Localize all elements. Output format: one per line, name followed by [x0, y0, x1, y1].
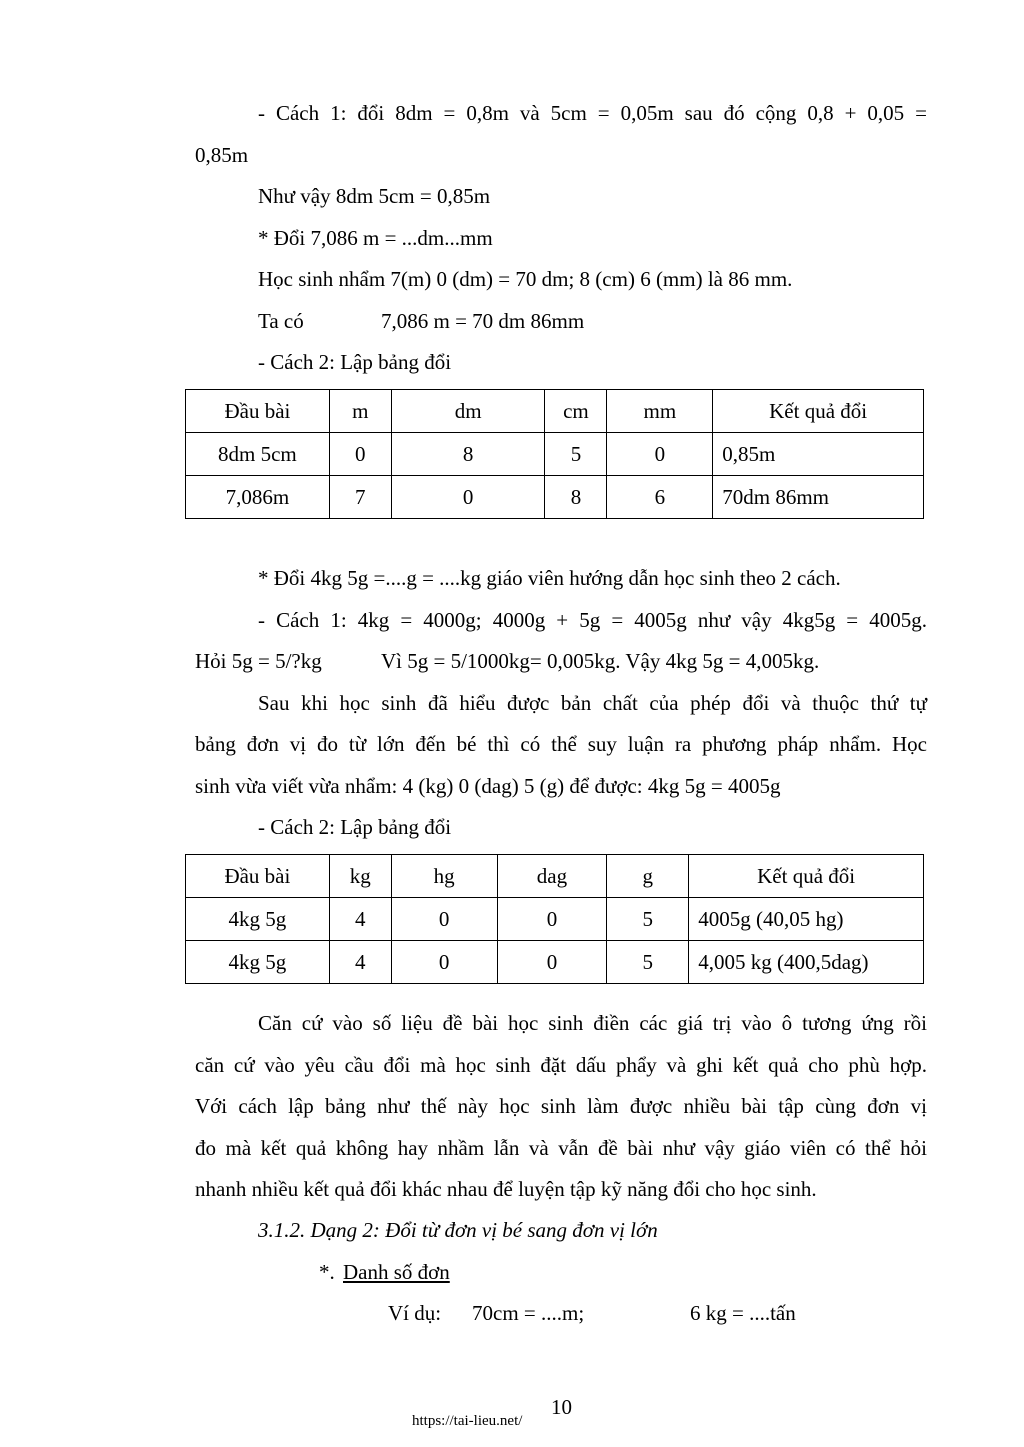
- text-line: [258, 690, 927, 716]
- text-line: Ta có: [258, 309, 304, 333]
- table-cell: 4: [329, 941, 391, 984]
- table-cell: 5: [607, 898, 689, 941]
- text-line: Vì 5g = 5/1000kg= 0,005kg. Vậy 4kg 5g = 4,005kg.: [381, 649, 820, 673]
- table-header-cell: m: [329, 390, 391, 433]
- table-cell: 0: [391, 898, 497, 941]
- text-line: - Cách 2: Lập bảng đổi: [258, 350, 452, 374]
- text-line-content: - Cách 1: 4kg = 4000g; 4000g + 5g = 4005g như vậy 4kg5g = 4005g.: [258, 608, 927, 632]
- page-number: 10: [551, 1395, 572, 1419]
- text-line: * Đổi 7,086 m = ...dm...mm: [258, 226, 493, 250]
- text-line-content: Sau khi học sinh đã hiểu được bản chất của phép đổi và thuộc thứ tự: [258, 691, 927, 715]
- example-label: Ví dụ:: [388, 1301, 442, 1325]
- table-header-row: [186, 390, 924, 433]
- table-cell: 0,85m: [713, 433, 924, 476]
- text-line: 7,086 m = 70 dm 86mm: [381, 309, 585, 333]
- text-line: [195, 1135, 927, 1161]
- text-line-content: đo mà kết quả không hay nhầm lẫn và vẫn đề bài như vậy giáo viên có thể hỏi: [195, 1136, 927, 1160]
- text-line: nhanh nhiều kết quả đổi khác nhau để luyện tập kỹ năng đổi cho học sinh.: [195, 1177, 817, 1201]
- table-cell: 4: [329, 898, 391, 941]
- text-line: - Cách 2: Lập bảng đổi: [258, 815, 452, 839]
- text-line-content: bảng đơn vị đo từ lớn đến bé thì có thể suy luận ra phương pháp nhẩm. Học: [195, 732, 927, 756]
- text-line-content: - Cách 1: đổi 8dm = 0,8m và 5cm = 0,05m sau đó cộng 0,8 + 0,05 =: [258, 101, 927, 125]
- table-cell: 0: [497, 941, 607, 984]
- table-cell: 7: [329, 476, 391, 519]
- table-cell: 7,086m: [186, 476, 330, 519]
- table-header-cell: kg: [329, 855, 391, 898]
- sub-heading: Danh số đơn: [343, 1260, 450, 1284]
- table-header-cell: Kết quả đổi: [713, 390, 924, 433]
- table-cell: 8: [391, 433, 545, 476]
- text-line: [258, 100, 927, 126]
- conversion-table-length: [185, 389, 924, 519]
- table-cell: 0: [607, 433, 713, 476]
- table-header-cell: g: [607, 855, 689, 898]
- table-cell: 0: [329, 433, 391, 476]
- text-line-content: Với cách lập bảng như thế này học sinh làm được nhiều bài tập cùng đơn vị: [195, 1094, 927, 1118]
- text-line: sinh vừa viết vừa nhẩm: 4 (kg) 0 (dag) 5 (g) để được: 4kg 5g = 4005g: [195, 774, 781, 798]
- table-header-cell: Đầu bài: [186, 390, 330, 433]
- table-cell: 0: [391, 941, 497, 984]
- example-item: 6 kg = ....tấn: [690, 1301, 796, 1325]
- text-line: 0,85m: [195, 143, 249, 167]
- table-header-cell: mm: [607, 390, 713, 433]
- table-header-cell: cm: [545, 390, 607, 433]
- table-cell: 0: [391, 476, 545, 519]
- text-line: [195, 731, 927, 757]
- table-cell: 6: [607, 476, 713, 519]
- table-cell: 70dm 86mm: [713, 476, 924, 519]
- text-line-content: Căn cứ vào số liệu đề bài học sinh điền các giá trị vào ô tương ứng rồi: [258, 1011, 927, 1035]
- text-line: * Đổi 4kg 5g =....g = ....kg giáo viên hướng dẫn học sinh theo 2 cách.: [258, 566, 841, 590]
- table-header-cell: dag: [497, 855, 607, 898]
- table-header-row: [186, 855, 924, 898]
- table-cell: 4kg 5g: [186, 898, 330, 941]
- footer-url[interactable]: https://tai-lieu.net/: [412, 1413, 523, 1429]
- table-cell: 8dm 5cm: [186, 433, 330, 476]
- text-line: Hỏi 5g = 5/?kg: [195, 649, 322, 673]
- table-cell: 8: [545, 476, 607, 519]
- text-line-content: căn cứ vào yêu cầu đổi mà học sinh đặt dấu phẩy và ghi kết quả cho phù hợp.: [195, 1053, 927, 1077]
- table-cell: 4,005 kg (400,5dag): [689, 941, 924, 984]
- table-header-cell: Đầu bài: [186, 855, 330, 898]
- table-header-cell: dm: [391, 390, 545, 433]
- section-heading: 3.1.2. Dạng 2: Đổi từ đơn vị bé sang đơn vị lớn: [258, 1218, 658, 1242]
- table-row: [186, 433, 924, 476]
- text-line: [195, 1093, 927, 1119]
- table-header-cell: hg: [391, 855, 497, 898]
- conversion-table-mass: [185, 854, 924, 984]
- table-cell: 5: [545, 433, 607, 476]
- text-line: [258, 1010, 927, 1036]
- table-row: [186, 941, 924, 984]
- text-line: Học sinh nhẩm 7(m) 0 (dm) = 70 dm; 8 (cm) 6 (mm) là 86 mm.: [258, 267, 793, 291]
- table-header-cell: Kết quả đổi: [689, 855, 924, 898]
- table-cell: 5: [607, 941, 689, 984]
- table-row: [186, 476, 924, 519]
- sub-heading-prefix: *.: [319, 1260, 335, 1284]
- text-line: [195, 1052, 927, 1078]
- table-cell: 0: [497, 898, 607, 941]
- text-line: [258, 607, 927, 633]
- text-line: Như vậy 8dm 5cm = 0,85m: [258, 184, 491, 208]
- table-row: [186, 898, 924, 941]
- table-cell: 4005g (40,05 hg): [689, 898, 924, 941]
- table-cell: 4kg 5g: [186, 941, 330, 984]
- example-item: 70cm = ....m;: [472, 1301, 585, 1325]
